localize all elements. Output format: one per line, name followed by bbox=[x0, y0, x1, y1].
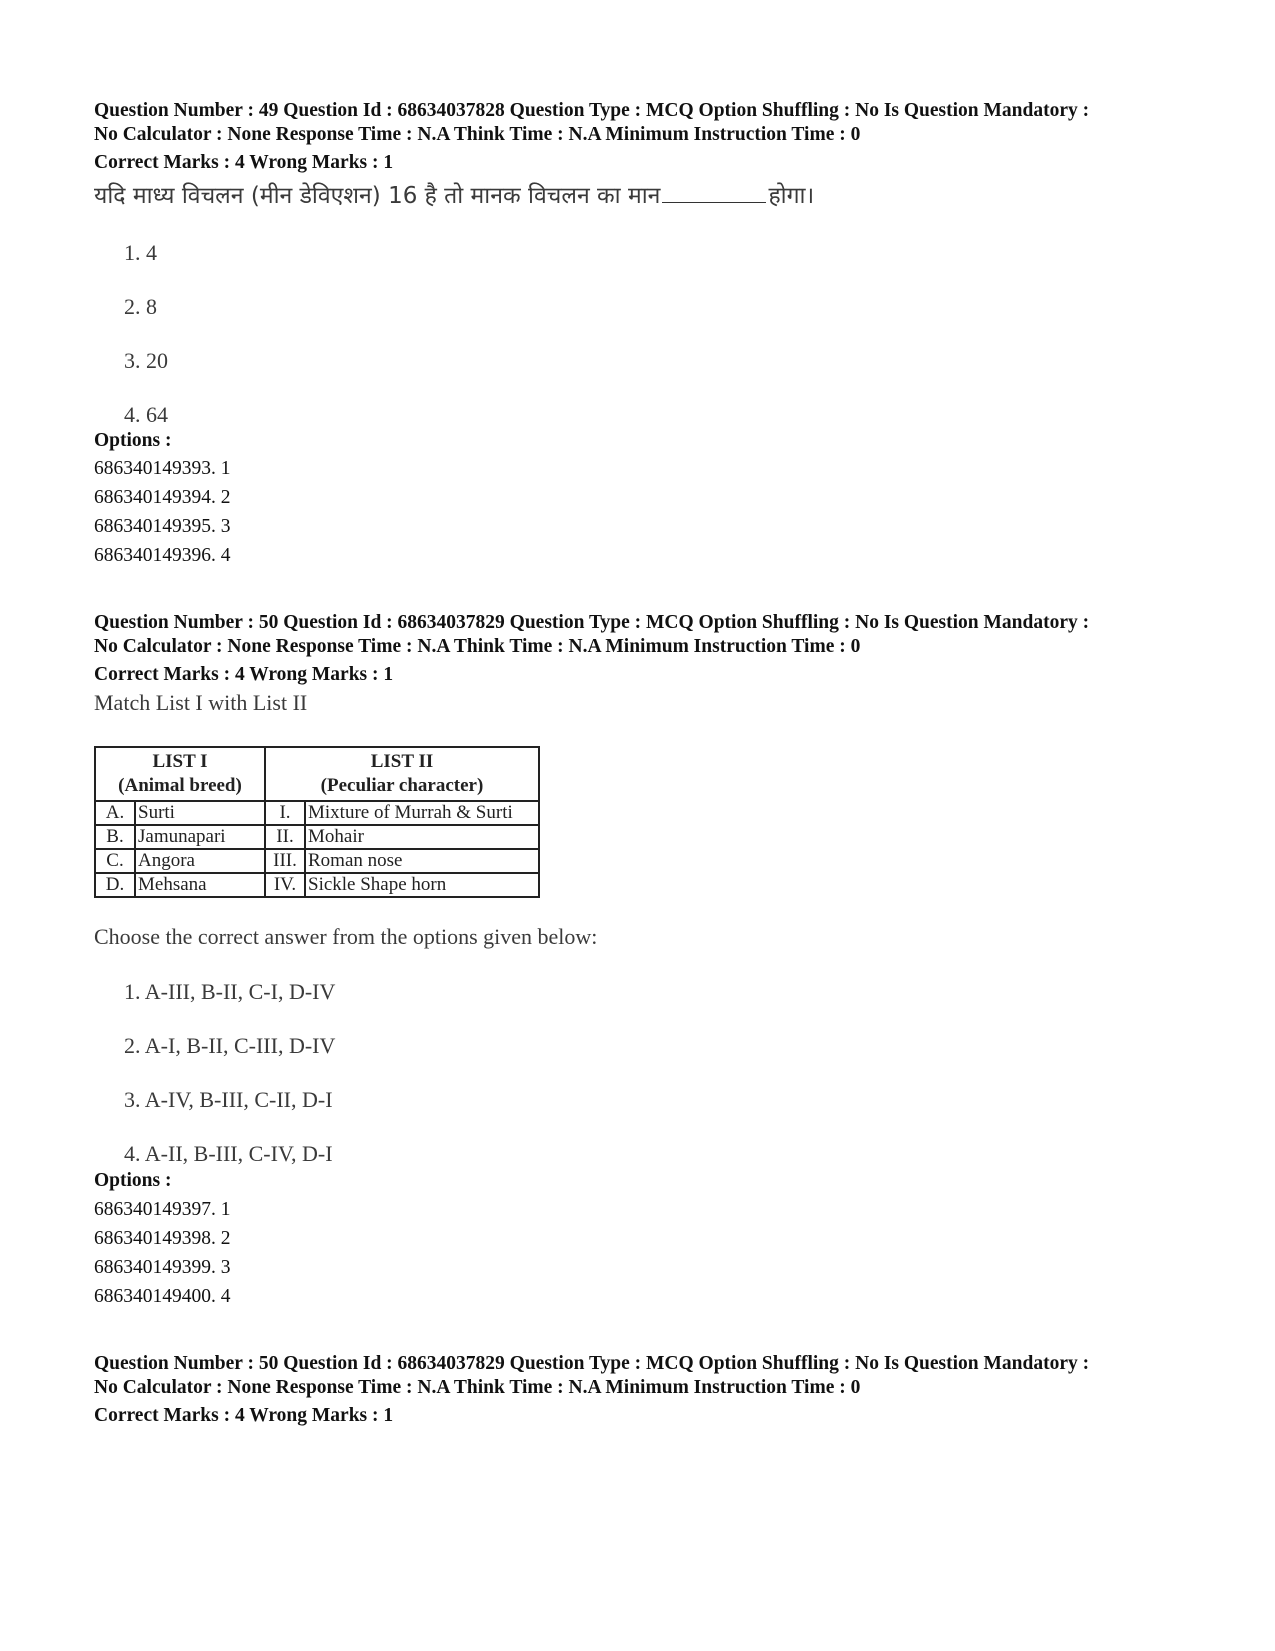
match-table bbox=[94, 746, 540, 898]
question-text bbox=[94, 178, 1194, 210]
choice-1: 1. 4 bbox=[124, 240, 157, 265]
choice-2: 2. 8 bbox=[124, 294, 157, 319]
choice-2: 2. A-I, B-II, C-III, D-IV bbox=[124, 1033, 336, 1058]
choice-3: 3. A-IV, B-III, C-II, D-I bbox=[124, 1087, 333, 1112]
option-id-3: 686340149399. 3 bbox=[94, 1257, 231, 1278]
option-id-2: 686340149398. 2 bbox=[94, 1228, 231, 1249]
question-text-before-blank: यदि माध्य विचलन (मीन डेविएशन) 16 है तो मानक विचलन का मान bbox=[94, 183, 661, 209]
question-marks: Correct Marks : 4 Wrong Marks : 1 bbox=[94, 664, 394, 685]
options-label: Options : bbox=[94, 430, 172, 451]
option-id-1: 686340149397. 1 bbox=[94, 1199, 231, 1220]
table-row: B. Jamunapari II. Mohair bbox=[95, 825, 539, 849]
option-id-3: 686340149395. 3 bbox=[94, 516, 231, 537]
question-marks: Correct Marks : 4 Wrong Marks : 1 bbox=[94, 152, 394, 173]
table-row: C. Angora III. Roman nose bbox=[95, 849, 539, 873]
option-id-1: 686340149393. 1 bbox=[94, 458, 231, 479]
choice-4: 4. 64 bbox=[124, 402, 168, 427]
question-intro: Match List I with List II bbox=[94, 690, 308, 715]
answer-blank bbox=[662, 202, 766, 203]
question-50-header bbox=[94, 611, 1194, 716]
options-label: Options : bbox=[94, 1170, 172, 1191]
option-id-2: 686340149394. 2 bbox=[94, 487, 231, 508]
question-marks: Correct Marks : 4 Wrong Marks : 1 bbox=[94, 1405, 394, 1426]
list-2-header: LIST II (Peculiar character) bbox=[265, 747, 539, 801]
choice-4: 4. A-II, B-III, C-IV, D-I bbox=[124, 1141, 333, 1166]
question-text-after-blank: होगा। bbox=[768, 183, 815, 209]
choice-1: 1. A-III, B-II, C-I, D-IV bbox=[124, 979, 336, 1004]
question-meta-line-1: Question Number : 50 Question Id : 68634037829 Question Type : MCQ Option Shuffling : No Is Question Mandatory : bbox=[94, 1353, 1090, 1374]
question-meta-line-2: No Calculator : None Response Time : N.A Think Time : N.A Minimum Instruction Time : 0 bbox=[94, 1376, 861, 1398]
question-meta-line-1: Question Number : 49 Question Id : 68634037828 Question Type : MCQ Option Shuffling : No Is Question Mandatory : bbox=[94, 100, 1090, 121]
question-instruction: Choose the correct answer from the options given below: bbox=[94, 924, 598, 949]
question-meta-line-2: No Calculator : None Response Time : N.A Think Time : N.A Minimum Instruction Time : 0 bbox=[94, 635, 861, 657]
question-50-repeat-header bbox=[94, 1352, 1194, 1427]
option-id-4: 686340149396. 4 bbox=[94, 545, 231, 566]
question-meta-line-1: Question Number : 50 Question Id : 68634037829 Question Type : MCQ Option Shuffling : No Is Question Mandatory : bbox=[94, 612, 1090, 633]
table-row: D. Mehsana IV. Sickle Shape horn bbox=[95, 873, 539, 897]
table-row: A. Surti I. Mixture of Murrah & Surti bbox=[95, 801, 539, 825]
question-49-header bbox=[94, 99, 1194, 210]
table-header-row bbox=[95, 747, 539, 801]
list-1-header: LIST I (Animal breed) bbox=[95, 747, 265, 801]
question-meta-line-2: No Calculator : None Response Time : N.A Think Time : N.A Minimum Instruction Time : 0 bbox=[94, 123, 861, 145]
choice-3: 3. 20 bbox=[124, 348, 168, 373]
option-id-4: 686340149400. 4 bbox=[94, 1286, 231, 1307]
